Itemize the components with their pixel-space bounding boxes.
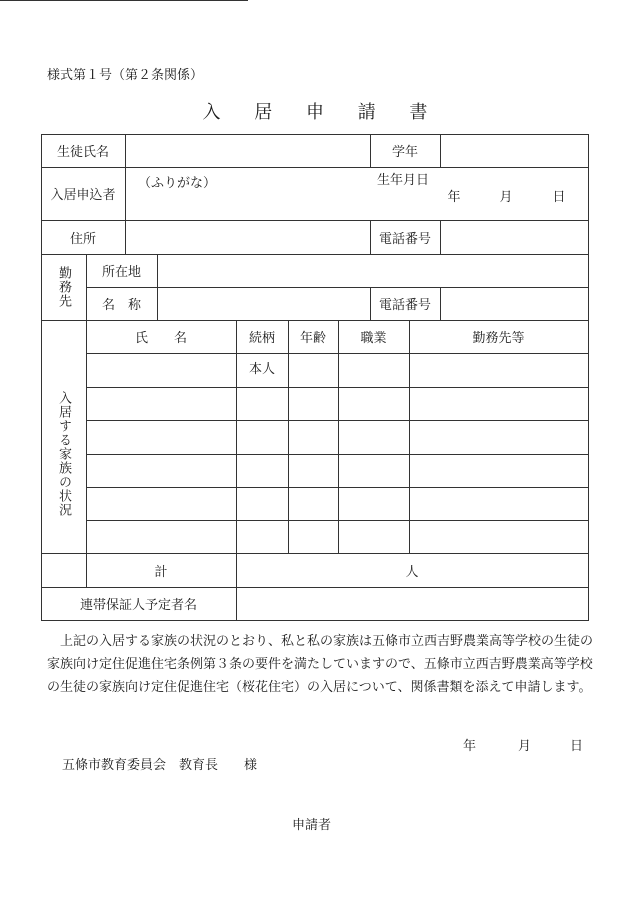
col-relation-header: 続柄 (248, 331, 275, 346)
persons-unit: 人 (405, 564, 419, 580)
birth-year-label: 年 (447, 189, 461, 205)
phone-label: 電話番号 (378, 231, 431, 247)
col-age-header: 年齢 (299, 331, 326, 346)
applicant-label: 入居申込者 (50, 188, 116, 203)
addressee: 五條市教育委員会 教育長 様 (62, 758, 258, 773)
guarantor-label: 連帯保証人予定者名 (79, 598, 197, 613)
signature-line (0, 0, 248, 1)
col-name-header: 氏 名 (134, 331, 187, 346)
total-label: 計 (154, 564, 168, 580)
form-number: 様式第１号（第２条関係） (47, 68, 204, 83)
col-workplace-header: 勤務先等 (472, 331, 525, 346)
grade-label: 学年 (391, 145, 418, 160)
applicant-signature-label: 申請者 (292, 818, 332, 833)
document-title: 入 居 申 請 書 (202, 102, 442, 123)
company-name-label: 名 称 (101, 298, 141, 313)
furigana-label: （ふりがな） (138, 175, 217, 191)
birth-day-label: 日 (552, 189, 566, 205)
address-label: 住所 (69, 231, 96, 247)
birth-month-label: 月 (499, 189, 513, 205)
date-day-label: 日 (570, 739, 584, 754)
self-relation-cell: 本人 (248, 361, 275, 377)
date-year-label: 年 (463, 739, 477, 754)
birthdate-label: 生年月日 (377, 172, 430, 188)
declaration-text: 上記の入居する家族の状況のとおり、私と私の家族は五條市立西吉野農業高等学校の生徒の家族向け定住促進住宅条例第３条の要件を満たしていますので、五條市立西吉野農業高等学校の生徒の家族向け定住促進住宅（桜花住宅）の入居について、関係書類を添えて申請します。 (47, 634, 594, 695)
work-phone-label: 電話番号 (378, 298, 431, 313)
workplace-label: 勤務先 (56, 266, 71, 308)
location-label: 所在地 (101, 265, 141, 280)
student-name-label: 生徒氏名 (56, 145, 109, 160)
family-status-label: 入居する家族の状況 (56, 390, 71, 517)
date-month-label: 月 (518, 739, 532, 754)
col-job-header: 職業 (360, 331, 387, 346)
